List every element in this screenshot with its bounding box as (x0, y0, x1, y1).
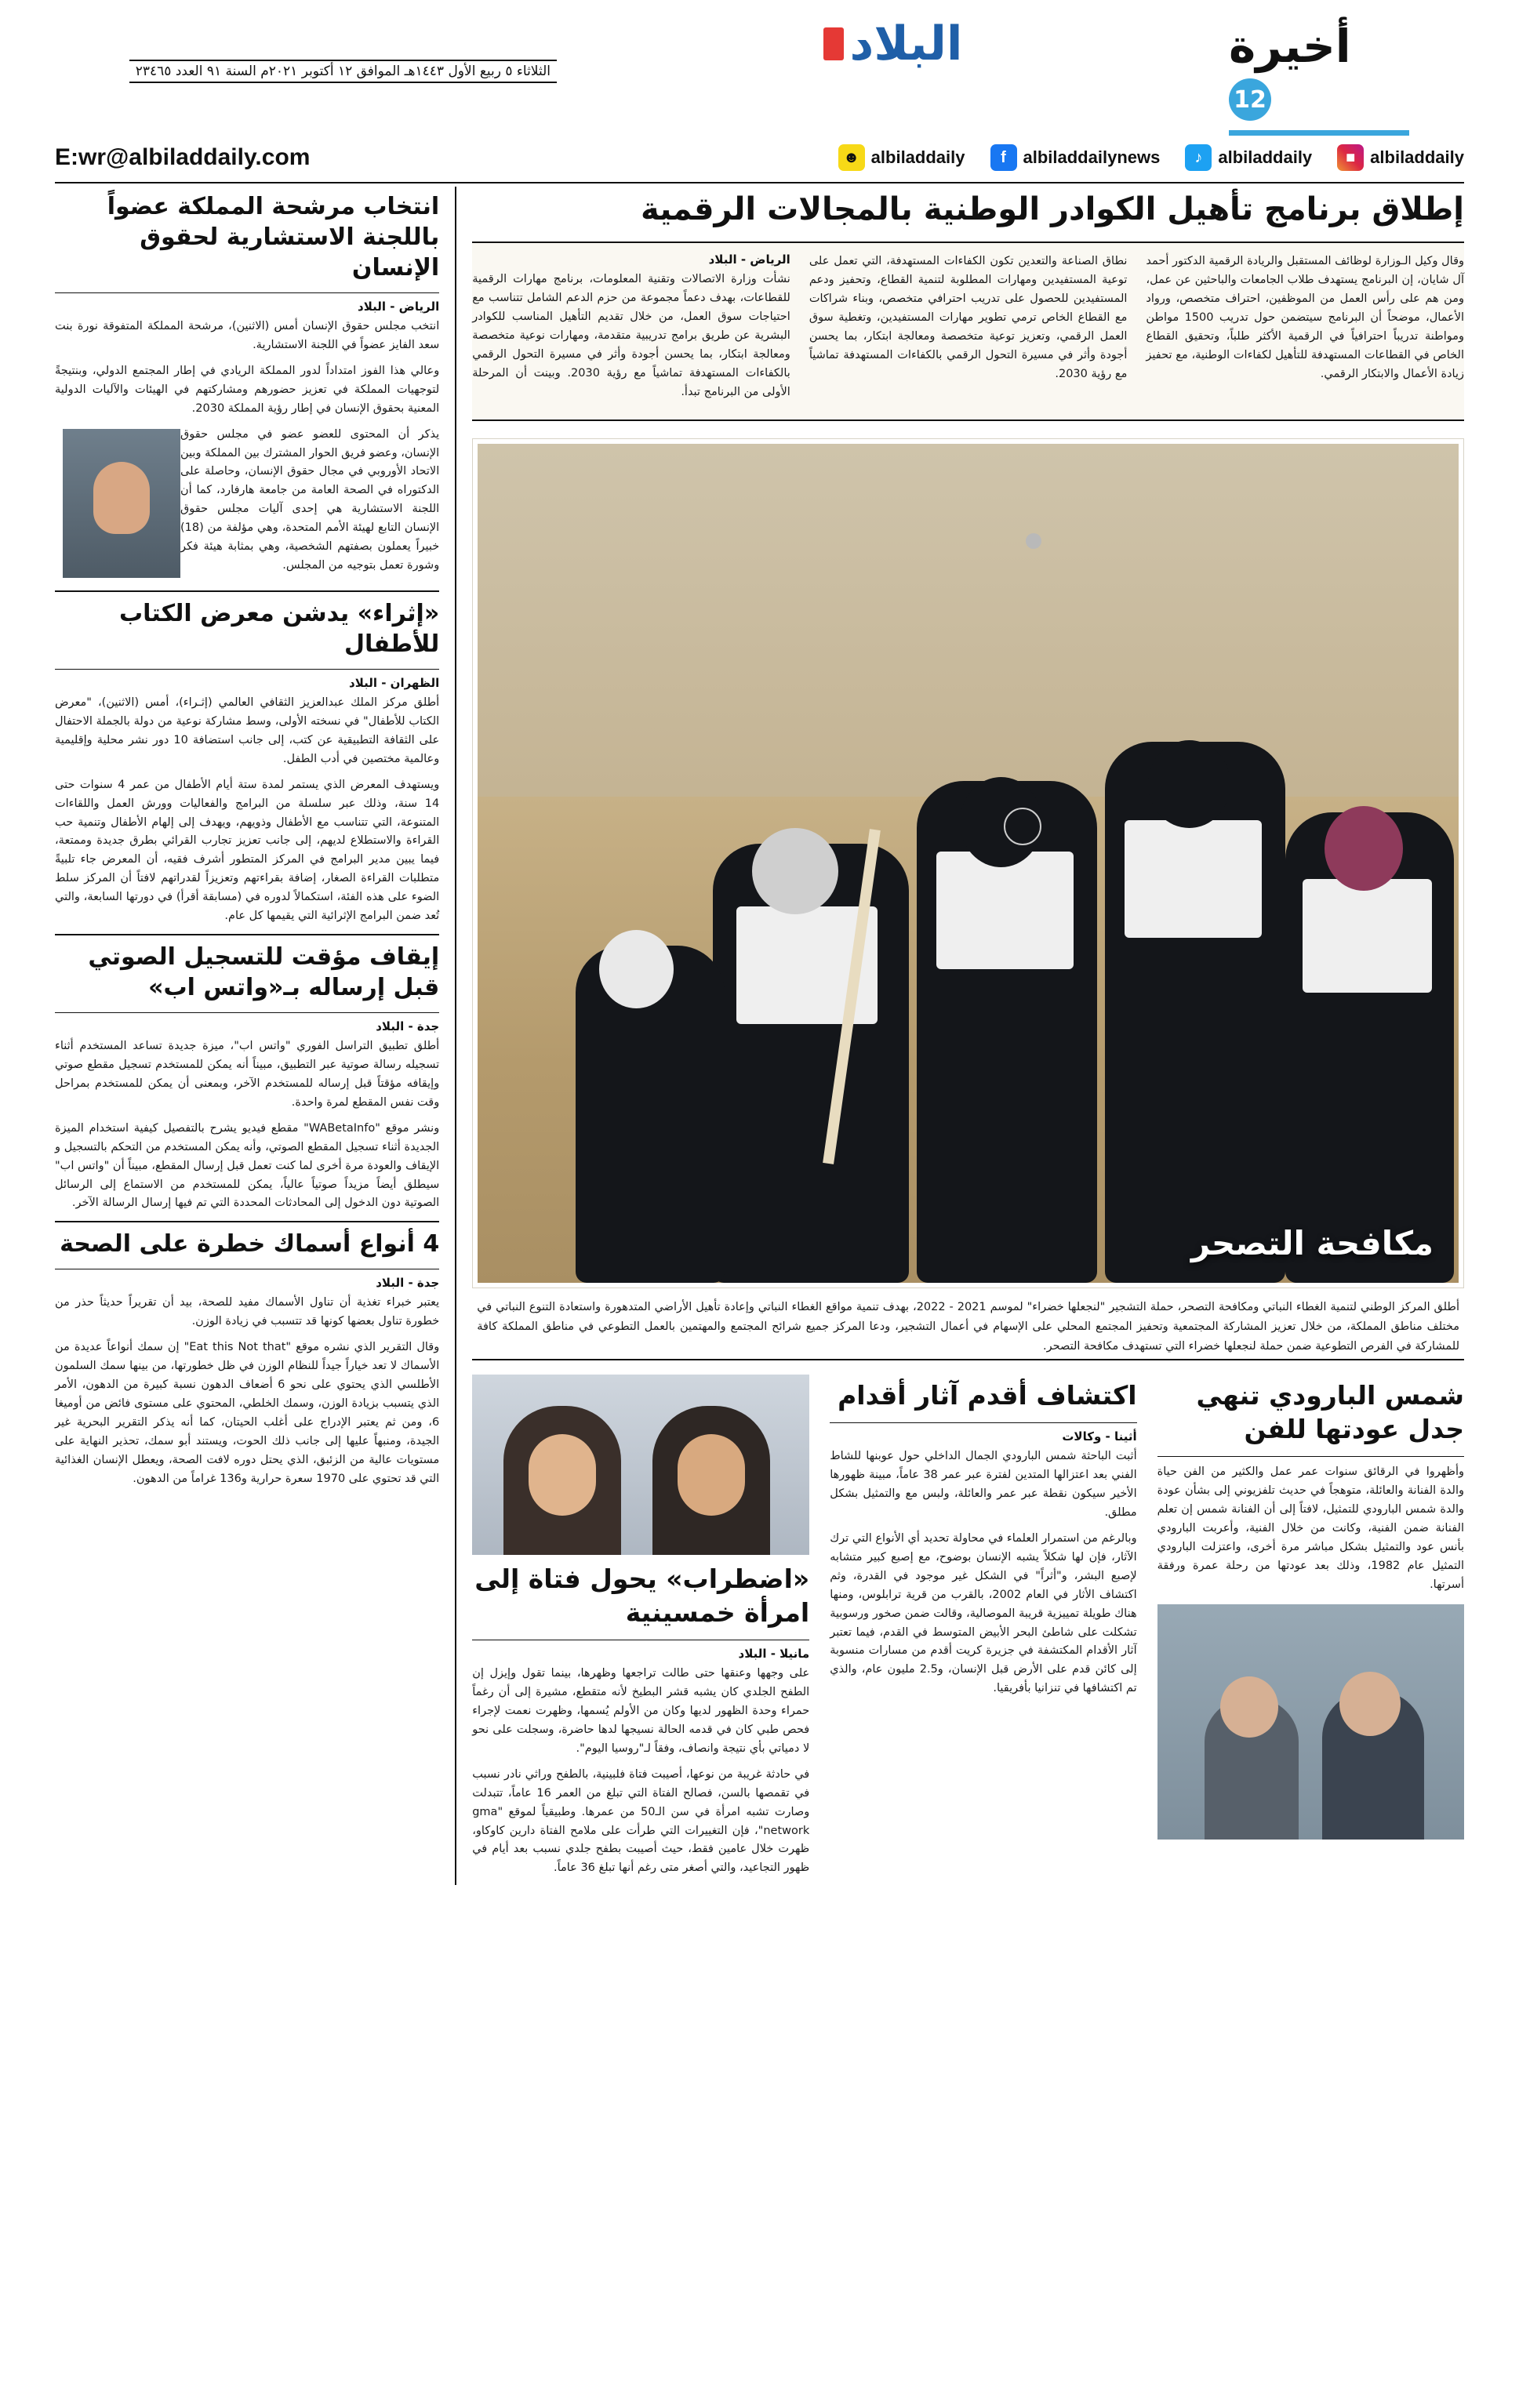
bottom-headline: شمس البارودي تنهي جدل عودتها للفن (1196, 1380, 1464, 1445)
logo-box (823, 16, 963, 71)
page-title: أخيرة (1229, 20, 1351, 73)
dateline: مانيلا - البلاد (738, 1647, 810, 1662)
divider (830, 1422, 1136, 1423)
bottom-paragraph: وبالرغم من استمرار العلماء في محاولة تحديد أي الأنواع التي ترك الآثار، فإن لها شكلاً يشبه الإنسان بوضوح، مع إصبع كبير متشابه لإصبع البشر، و"أثراً" في الشكل غير موجود في القدرة، وثم اكتشاف الأثار في العام 2002، بالقرب من قرية ترابلوس، ومنها هناك طويلة تمييزية قريبة الموصالية، وقالت ضمن صخور ورسوبية تشكلت على شاطئ البحر الأبيض المتوسط في القدم، فيما تعتبر آثار الأقدام المكتشفة في جزيرة كريت أقدم من مسارات منسوبة إلى كائن قدم على الأرض قبل الإنسان، و2.5 مليون عام، والذي تم اكتشافها في تنزانيا بأفريقيا. (830, 1531, 1137, 1695)
photo-caption: أطلق المركز الوطني لتنمية الغطاء النباتي ومكافحة التصحر، حملة التشجير "لنجعلها خضراء" لموسم 2021 - 2022، بهدف تنمية مواقع الغطاء النباتي وإعادة تأهيل الأراضي المتدهورة واستعادة التنوع النباتي في مختلف مناطق المملكة، من خلال تعزيز المشاركة المجتمعية وتحفيز المجتمع المحلي على الإسهام في أعمال التشجير، ودعا المركز جميع شرائح المجتمع والمهتمين بالعمل التطوعي في مناطق المملكة كافة للمشاركة في الفرص التطوعية ضمن حملة لنجعلها خضراء التي تستهدف مكافحة التصحر. (472, 1288, 1464, 1360)
marker-dot (1026, 533, 1041, 549)
divider (55, 590, 439, 592)
bottom-paragraph: وأظهروا في الرقائق سنوات عمر عمل والكثير من الفن حياة والدة الفنانة والعائلة، متوهجاً في حديث تلفزيوني إلى بشأن عودة والدة شمس البارودي للتمثيل، لافتاً إلى أن الفنانة شمس إن تعلم الفنانة ضمن الفنية، وكانت من خلال الفنية، وأعربت البارودي بأنس عود والتمثيل بشكل مباشر مرة أخرى، واعتزلت البارودي التمثيل عام 1982، وذلك بعد عودتها من رحلة عمرة ورفقة أسرتها. (1157, 1466, 1465, 1591)
masthead-right (1229, 0, 1464, 136)
sidebar-headline: 4 أنواع أسماك خطرة على الصحة (60, 1230, 440, 1258)
email-address[interactable]: E:wr@albiladdaily.com (55, 144, 311, 170)
twitter-icon: ♪ (1185, 144, 1212, 171)
volunteer-head (599, 930, 674, 1008)
social-account-snapchat[interactable] (838, 144, 965, 171)
safety-vest (936, 852, 1074, 969)
divider (55, 934, 439, 935)
logo-text: البلاد (849, 16, 963, 71)
volunteer-head (752, 828, 838, 914)
social-account-instagram[interactable] (1337, 144, 1464, 171)
sidebar-article-fish (55, 1229, 439, 1488)
sidebar-column (55, 187, 456, 1885)
dateline: الرياض - البلاد (358, 300, 440, 314)
column-markers (1004, 533, 1041, 845)
accent-rule (1229, 130, 1409, 136)
lead-column-3 (472, 252, 790, 409)
sidebar-article-hrc (55, 191, 439, 583)
sidebar-article-ithra (55, 598, 439, 926)
lead-paragraph: نشأت وزارة الاتصالات وتقنية المعلومات، برنامج مهارات الرقمية للقطاعات، بهدف دعماً مجموعة من حزم الدعم الشامل تتناسب مع احتياجات سوق العمل، من خلال تقديم التأهيل المناسب للكوادر البشرية عن طريق برامج تدريبية متقدمة، ومهارات نوعية متخصصة ومعالجة ابتكار، بما يحسن أجودة وأثر في مسيرة التحول الرقمي بالكفاءات المستهدفة تماشياً مع رؤية 2030. وبينت أن المرحلة الأولى من البرنامج تبدأ. (472, 273, 790, 398)
social-accounts (821, 144, 1464, 171)
bottom-paragraph: أثبت الباحثة شمس البارودي الجمال الداخلي حول عوبنها للشاط الفني بعد اعتزالها المتدين لفترة عبر عمر 38 عاماً، مبينة ظهورها الأخير سيكون نقطة عبر عمر والعائلة، ولبس مع والتمثيل بشكل مطلق. (830, 1450, 1137, 1520)
social-account-facebook[interactable] (990, 144, 1161, 171)
dateline: الظهران - البلاد (349, 675, 440, 690)
social-account-twitter[interactable] (1185, 144, 1312, 171)
dateline: جدة - البلاد (376, 1276, 440, 1291)
masthead (55, 0, 1464, 133)
social-handle: albiladdailynews (1023, 147, 1161, 167)
bottom-articles (472, 1375, 1464, 1885)
social-handle: albiladdaily (870, 147, 965, 167)
marker-ring (1004, 808, 1041, 845)
volunteer-head (1148, 740, 1230, 828)
photo-sky (478, 444, 1459, 830)
page-content (55, 187, 1464, 1885)
main-photo (478, 444, 1459, 1283)
sidebar-paragraph: يذكر أن المحتوى للعضو عضو في مجلس حقوق الإنسان، وعضو فريق الحوار المشترك بين المملكة وبين الاتحاد الأوروبي في مجال حقوق الإنسان، وحاصلة على الدكتوراه في الصحة العامة من جامعة هارفارد، كما أن اللجنة الاستشارية هي إحدى آليات مجلس حقوق الإنسان التابع لهيئة الأمم المتحدة، وهي مؤلفة من (18) خبيراً يعملون بصفتهم الشخصية، وهي بمثابة هيئة فكر وشورة تعمل بتوجيه من المجلس. (180, 427, 440, 572)
snapchat-icon: ☻ (838, 144, 865, 171)
social-bar (55, 133, 1464, 183)
divider (55, 1012, 439, 1013)
sidebar-paragraph: أطلق تطبيق التراسل الفوري "واتس اب"، ميزة جديدة تساعد المستخدم أثناء تسجيله رسالة صوتية عبر التطبيق، مبيناً أنه يمكن للمستخدم تسجيل مقطع صوتي وإيقافه مؤقتاً قبل إرساله للمستخدم الآخر، وبمعنى أن يمكن للمستخدم بمراحل وقت نفس المقطع لمرة واحدة. (55, 1040, 440, 1109)
sidebar-headline: «إثراء» يدشن معرض الكتاب للأطفال (119, 599, 440, 658)
face (93, 462, 150, 534)
sidebar-paragraph: أطلق مركز الملك عبدالعزيز الثقافي العالمي (إثـراء)، أمس (الاثنين)، "معرض الكتاب للأطفال" في نسخته الأولى، وسط مشاركة نوعية من دولة بالجملة الاحتفال على الثقافة التطبيقية عن كتب، إلى جانب استضافة 10 دور نشر محلية وإقليمية وعالمية مختصين في أدب الطفل. (55, 696, 440, 765)
sidebar-headline: إيقاف مؤقت للتسجيل الصوتي قبل إرساله بـ«واتس اب» (88, 943, 440, 1002)
before-after-photo (472, 1375, 809, 1555)
lead-paragraph: نطاق الصناعة والتعدين تكون الكفاءات المستهدفة، التي تعمل على توعية المستفيدين ومهارات المطلوبة لتنمية القطاع، وتحفيز ودعم المستفيدين للحصول على تدريب احترافي متخصص، وبناء شراكات مع القطاع الخاص ترمي تطوير مهارات المستفيدين، وتغطية سوق العمل الرقمي، وتعزيز توعية متخصصة ومعالجة ابتكار، بما يحسن أجودة وأثر في مسيرة التحول الرقمي بالكفاءات المستهدفة تماشياً مع رؤية 2030. (809, 255, 1128, 380)
dateline: جدة - البلاد (376, 1019, 440, 1034)
person-face (1339, 1672, 1401, 1736)
sidebar-article-whatsapp (55, 942, 439, 1213)
lead-column-1 (1146, 252, 1464, 409)
sidebar-paragraph: ويستهدف المعرض الذي يستمر لمدة ستة أيام الأطفال من عمر 4 سنوات حتى 14 سنة، وذلك عبر سلسلة من البرامج والفعاليات وورش العمل واللقاءات المتنوعة، التي تتناسب مع الأطفال وذويهم، ويهدف إلى إلهام الأطفال وتنمية حب القراءة والاستطلاع لديهم، إلى جانب تعزيز تجارب القرائي بطرق جديدة وممتعة، فيما يبين مدير البرامج في المركز المتطور أشرف فقيه، أن المعرض جاء تلبيةً متطلبات القراءة الصغار، إضافة بقراءتهم وتعزيزاً لقدراتهم لافتاً أن المركز سلط الضوء على هذه الفئة، استكمالاً لدوره في (مسابقة أقرأ) في دورتها السابعة، والتي تُعد ضمن البرامج الإثرائية التي يقيمها كل عام. (55, 778, 440, 923)
masthead-left (55, 0, 557, 83)
sidebar-paragraph: انتخب مجلس حقوق الإنسان أمس (الاثنين)، مرشحة المملكة المتفوقة نورة بنت سعد الفايز عضواً في اللجنة الاستشارية. (55, 320, 440, 351)
dateline: الرياض - البلاد (708, 252, 790, 267)
person-face (1220, 1676, 1278, 1738)
social-handle: albiladdaily (1218, 147, 1313, 167)
lead-column-2 (809, 252, 1128, 409)
dateline: أثينا - وكالات (1062, 1429, 1137, 1444)
masthead-logo (557, 0, 1229, 71)
divider (1157, 1456, 1464, 1457)
bottom-paragraph: في حادثة غريبة من نوعها، أصيبت فتاة فلبينية، بالطفح وراثي نادر نسبب في تقمصها بالسن، فصالح الفتاة التي تبلغ من العمر 16 عاماً، تتبدلت وصارت تشبه امرأة في سن الـ50 من عمرها. وطبيقياً لموقع "gma network"، فإن التغييرات التي طرأت على ملامح الفتاة دارين كاوكاو، ظهرت خلال عامين فقط، حيث أصيبت بطفح جلدي نسبب بعد أيام في ظهور التجاعيد، والتي أصغر متى رغم أنها تبلغ 36 عاماً. (472, 1767, 810, 1875)
bottom-article-footprints (830, 1375, 1136, 1885)
facebook-icon: f (990, 144, 1017, 171)
divider (55, 669, 439, 670)
social-handle: albiladdaily (1370, 147, 1464, 167)
sidebar-paragraph: وقال التقرير الذي نشره موقع "Eat this Not that" إن سمك أنواعاً عديدة من الأسماك لا تعد خياراً جيداً للنظام الوزن في ظل خطورتها، من بينها سمك السلمون الأطلسي الذي يحتوي على نحو 6 أضعاف الدهون نسبة كبيرة من الدهون، الأمر الذي يتسبب بزيادة الوزن، وسمك الخلطي، المحتوي على مستوى فائض من أوميغا 6، ومن ثم يعتبر الإدراج على أغلب الحيتان، كما أنه يذكر التقرير البحرية غير الجيدة، ومنبهاً عليها إلى جانب ذلك الحوت، ويستند أبو سمك، تحذير النهاية على مستويات عالية من الزئبق، الذي يحتل دوره لافت الصحة، ويعطل الإنسان الغذائية التي قد تحتوي على 1970 سعرة حرارية و136 غراماً من الدهون. (55, 1341, 440, 1485)
girl-photo-before (503, 1406, 621, 1555)
main-photo-frame (472, 438, 1464, 1288)
sidebar-paragraph: ونشر موقع "WABetaInfo" مقطع فيديو يشرح بالتفصيل كيفية استخدام الميزة الجديدة أثناء تسجيل المقطع الصوتي، وأنه يمكن المستخدم من التحكم بالتسجيل و الإيقاف والعودة مرة أخرى لما كنت تعمل قبل إرسال المقطع، مبيناً أن "واتس اب" سيطلق أيضاً مزيداً صوتياً عالياً، يمكن للمستخدم من الاستماع إلى الرسائل الصوتية دون الدخول إلى المحادثات المحددة التي تم فيها إرسال الرسالة الآخر. (55, 1121, 440, 1210)
instagram-icon: ■ (1337, 144, 1364, 171)
issue-dateline: الثلاثاء ٥ ربيع الأول ١٤٤٣هـ الموافق ١٢ أكتوبر ٢٠٢١م السنة ٩١ العدد ٢٣٤٦٥ (129, 60, 557, 83)
page-number-badge: 12 (1229, 78, 1271, 121)
sidebar-paragraph: يعتبر خبراء تغذية أن تناول الأسماك مفيد للصحة، بيد أن تقريراً حديثاً حذر من خطورة تناول بعضها كونها قد تتسبب في زيادة الوزن. (55, 1296, 440, 1328)
lead-article-body (472, 242, 1464, 421)
logo-mark-icon (823, 27, 844, 60)
bottom-paragraph: على وجهها وعنقها حتى طالت تراجعها وظهرها، بينما تقول وإيزل إن الطفح الجلدي كان يشبه قشر البطيخ لأنه متقطع، مشيرة إلى أن رغماً حمراء وحدة الظهور لديها وكان من الأولم يُسمها، وظهرت نعمت لإجراء فحص طبي كان في قدمه الحالة نسيجها لدها حاضرة، وسجلت على نحو لا دمياتي بأي نتيجة وانصاف، وفقاً لـ"روسيا اليوم". (472, 1667, 810, 1755)
face (529, 1434, 596, 1516)
main-column (472, 187, 1464, 1885)
bottom-article-disorder (472, 1375, 809, 1885)
couple-photo (1157, 1604, 1464, 1840)
lead-paragraph: وقال وكيل الـوزارة لوظائف المستقبل والريادة الرقمية الدكتور أحمد آل شايان، إن البرنامج يستهدف طلاب الجامعات والباحثين عن عمل، ومن هم على رأس العمل من الموظفين، احتراف متخصص، ورواد الأعمال، موضحاً أن البرنامج سيتضمن حول تدريب 1500 مواطن ومواطنة تدريباً احترافياً في الرقمية الأكثر طلباً، وتحقيق القطاع الخاص في القطاعات المستهدفة للتأهيل لكفاءات الوطنية، مع تحفيز زيادة الأعمال والابتكار الرقمي. (1146, 255, 1464, 380)
girl-photo-after (652, 1406, 770, 1555)
bottom-headline: اكتشاف أقدم آثار أقدام (838, 1380, 1137, 1411)
photo-overlay-title: مكافحة التصحر (1190, 1224, 1434, 1263)
bottom-article-baroudi (1157, 1375, 1464, 1885)
face (678, 1434, 745, 1516)
sidebar-headline: انتخاب مرشحة المملكة عضواً باللجنة الاستشارية لحقوق الإنسان (107, 193, 440, 281)
volunteer-head (1325, 806, 1403, 891)
portrait-photo (63, 429, 180, 578)
divider (55, 292, 439, 293)
safety-vest (1303, 879, 1432, 993)
lead-article-headline: إطلاق برنامج تأهيل الكوادر الوطنية بالمجالات الرقمية (640, 191, 1464, 227)
bottom-headline: «اضطراب» يحول فتاة إلى امرأة خمسينية (474, 1564, 810, 1629)
divider (55, 1221, 439, 1222)
safety-vest (1125, 820, 1262, 938)
sidebar-paragraph: وعالي هذا الفوز امتداداً لدور المملكة الريادي في إطار المجتمع الدولي، وبنتيجةً لتوجهيات المملكة في تعزيز حضورهم ومشاركتهم في الهيئات والآليات الدولية المعنية بحقوق الإنسان في إطار رؤية المملكة 2030. (55, 364, 440, 415)
